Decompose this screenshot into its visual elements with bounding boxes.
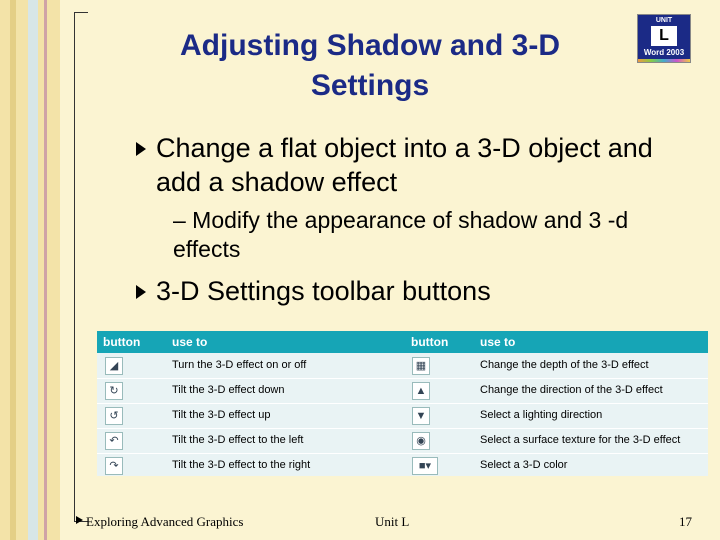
table-cell: Turn the 3-D effect on or off bbox=[172, 359, 307, 371]
tilt-up-icon: ↺ bbox=[105, 407, 123, 425]
tilt-left-icon: ↶ bbox=[105, 432, 123, 450]
direction-icon: ▲ bbox=[412, 382, 430, 400]
footer-page-number: 17 bbox=[679, 514, 692, 529]
badge-product: Word 2003 bbox=[643, 48, 685, 57]
table-cell: Tilt the 3-D effect to the right bbox=[172, 459, 311, 471]
table-row bbox=[97, 429, 708, 453]
left-decorative-strip bbox=[0, 0, 60, 540]
3d-color-icon: ■▾ bbox=[412, 457, 438, 475]
table-row bbox=[97, 404, 708, 428]
depth-icon: ▦ bbox=[412, 357, 430, 375]
bullet-2: 3-D Settings toolbar buttons bbox=[156, 276, 491, 306]
header-use-to-2: use to bbox=[480, 335, 516, 349]
table-cell: Select a surface texture for the 3-D effect bbox=[480, 434, 681, 446]
table-cell: Tilt the 3-D effect to the left bbox=[172, 434, 304, 446]
table-cell: Tilt the 3-D effect up bbox=[172, 409, 271, 421]
table-cell: Tilt the 3-D effect down bbox=[172, 384, 285, 396]
badge-letter: L bbox=[651, 26, 677, 46]
frame-top-tick bbox=[74, 12, 88, 13]
badge-unit-label: UNIT bbox=[655, 17, 673, 24]
bullet-arrow-icon bbox=[136, 285, 146, 299]
table-header bbox=[97, 331, 708, 353]
frame-line bbox=[74, 12, 75, 522]
header-use-to-1: use to bbox=[172, 335, 208, 349]
3d-onoff-icon: ◢ bbox=[105, 357, 123, 375]
header-button-1: button bbox=[103, 335, 141, 349]
unit-badge bbox=[637, 14, 691, 63]
header-button-2: button bbox=[411, 335, 449, 349]
footer-arrow-icon bbox=[76, 516, 83, 524]
toolbar-buttons-table bbox=[97, 331, 708, 476]
table-cell: Select a lighting direction bbox=[480, 409, 603, 421]
bullet-1: Change a flat object into a 3-D object and add a shadow effect bbox=[156, 133, 653, 197]
lighting-icon: ▼ bbox=[412, 407, 430, 425]
table-cell: Select a 3-D color bbox=[480, 459, 568, 471]
table-row bbox=[97, 379, 708, 403]
tilt-right-icon: ↷ bbox=[105, 457, 123, 475]
slide-title: Adjusting Shadow and 3-D Settings bbox=[180, 29, 560, 102]
table-cell: Change the direction of the 3-D effect bbox=[480, 384, 663, 396]
bullet-arrow-icon bbox=[136, 142, 146, 156]
badge-stripe bbox=[638, 59, 690, 62]
tilt-down-icon: ↻ bbox=[105, 382, 123, 400]
sub-bullet: – Modify the appearance of shadow and 3 -d effects bbox=[173, 207, 629, 262]
table-cell: Change the depth of the 3-D effect bbox=[480, 359, 649, 371]
table-row bbox=[97, 354, 708, 378]
surface-icon: ◉ bbox=[412, 432, 430, 450]
footer-title: Exploring Advanced Graphics bbox=[86, 514, 244, 529]
footer-unit: Unit L bbox=[375, 514, 410, 529]
table-row bbox=[97, 454, 708, 478]
